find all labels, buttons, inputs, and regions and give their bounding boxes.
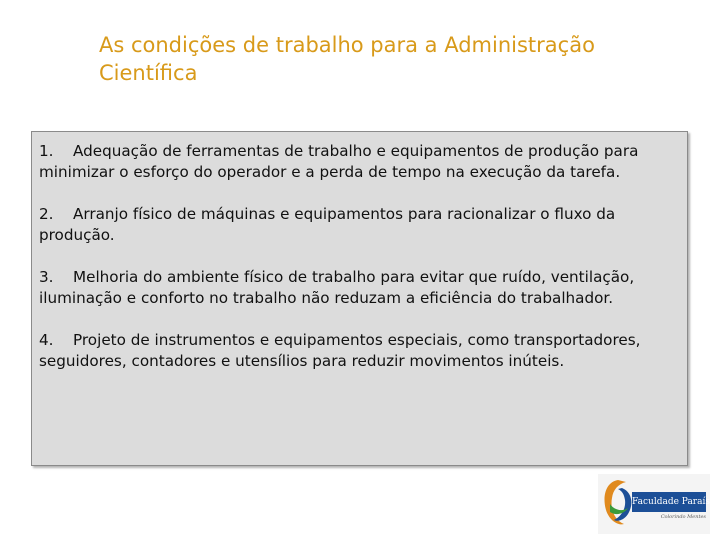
item-number: 3.	[39, 268, 54, 286]
list-item	[39, 330, 681, 372]
content-box	[31, 131, 688, 466]
item-number: 1.	[39, 142, 54, 160]
faculdade-logo	[598, 474, 716, 534]
list-item	[39, 267, 681, 309]
logo-subtitle: Colorindo Mentes	[660, 514, 706, 520]
item-text: Arranjo físico de máquinas e equipamentos para racionalizar o fluxo da produção.	[39, 205, 616, 244]
item-text: Adequação de ferramentas de trabalho e equipamentos de produção para minimizar o esforço do operador e a perda de tempo na execução da tarefa.	[39, 142, 639, 181]
item-number: 2.	[39, 205, 54, 223]
slide-title: As condições de trabalho para a Administração Científica	[99, 33, 595, 85]
list-item	[39, 204, 681, 246]
item-number: 4.	[39, 331, 54, 349]
logo-name: Faculdade Paraíso	[632, 492, 706, 512]
list-item	[39, 141, 681, 183]
item-text: Projeto de instrumentos e equipamentos especiais, como transportadores, seguidores, contadores e utensílios para reduzir movimentos inúteis.	[39, 331, 641, 370]
item-text: Melhoria do ambiente físico de trabalho para evitar que ruído, ventilação, iluminação e conforto no trabalho não reduzam a eficiência do trabalhador.	[39, 268, 635, 307]
